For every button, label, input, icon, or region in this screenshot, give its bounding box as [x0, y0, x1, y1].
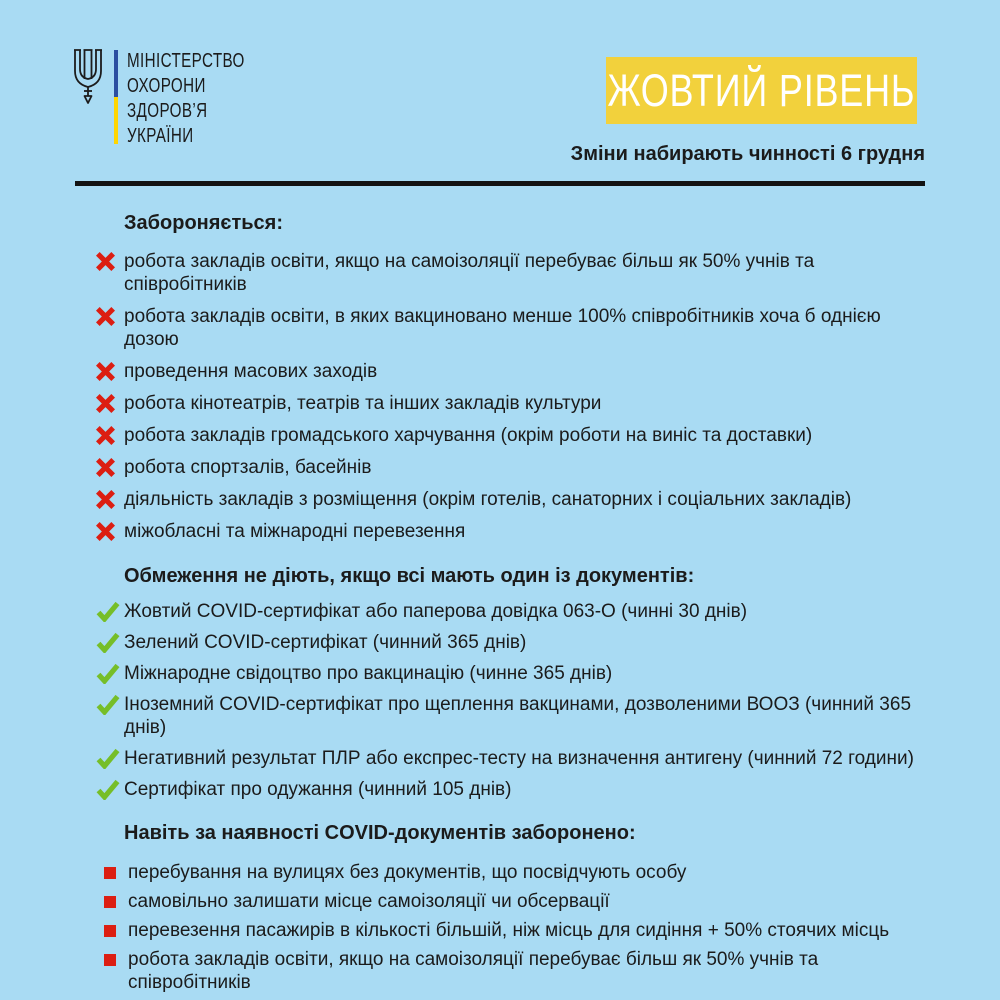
check-mark-icon [96, 747, 120, 769]
cross-mark-icon [96, 520, 116, 541]
section-always-prohibited-heading: Навіть за наявності COVID-документів заборонено: [124, 822, 636, 844]
red-square-icon [96, 890, 118, 908]
check-mark-icon [96, 778, 120, 800]
always-prohibited-list-item [96, 919, 942, 942]
level-badge [606, 57, 917, 124]
list-item-text: робота кінотеатрів, театрів та інших закладів культури [124, 393, 602, 414]
list-item-text: робота закладів освіти, якщо на самоізоляції перебуває більш як 50% учнів та співробітників [128, 949, 819, 993]
list-item-text: проведення масових заходів [124, 361, 378, 382]
list-item-text: Міжнародне свідоцтво про вакцинацію (чинне 365 днів) [124, 663, 613, 684]
exemptions-list-item [96, 600, 942, 623]
always-prohibited-list-item [96, 948, 942, 994]
list-item-text: діяльність закладів з розміщення (окрім готелів, санаторних і соціальних закладів) [124, 489, 852, 510]
list-item-text: Сертифікат про одужання (чинний 105 днів) [124, 779, 512, 800]
list-item-text: робота спортзалів, басейнів [124, 457, 372, 478]
ministry-logo [70, 48, 282, 149]
prohibited-list-item [96, 520, 942, 543]
check-mark-icon [96, 600, 120, 622]
list-item-text: робота закладів освіти, в яких вакциновано менше 100% співробітників хоча б однією дозою [124, 306, 881, 350]
check-mark-icon [96, 693, 120, 715]
trident-icon [70, 48, 106, 106]
prohibited-list-item [96, 305, 942, 351]
cross-mark-icon [96, 392, 116, 413]
exemptions-list [96, 600, 942, 801]
red-square-icon [96, 919, 118, 937]
list-item-text: перебування на вулицях без документів, що посвідчують особу [128, 862, 687, 883]
cross-mark-icon [96, 456, 116, 477]
section-exemptions-heading: Обмеження не діють, якщо всі мають один із документів: [124, 565, 695, 587]
divider-line [75, 181, 925, 186]
cross-mark-icon [96, 488, 116, 509]
content [96, 210, 942, 994]
red-square-icon [96, 861, 118, 879]
always-prohibited-list [96, 861, 942, 994]
exemptions-list-item [96, 747, 942, 770]
list-item-text: міжобласні та міжнародні перевезення [124, 521, 466, 542]
exemptions-list-item [96, 631, 942, 654]
section-exemptions [96, 565, 942, 801]
check-mark-icon [96, 662, 120, 684]
list-item-text: Негативний результат ПЛР або експрес-тесту на визначення антигену (чинний 72 години) [124, 748, 914, 769]
ministry-name-line: МІНІСТЕРСТВО [127, 50, 245, 72]
section-prohibited [96, 212, 942, 543]
exemptions-list-item [96, 662, 942, 685]
prohibited-list-item [96, 424, 942, 447]
exemptions-list-item [96, 693, 942, 739]
list-item-text: Зелений COVID-сертифікат (чинний 365 днів) [124, 632, 527, 653]
section-prohibited-heading: Забороняється: [124, 212, 283, 234]
prohibited-list-item [96, 488, 942, 511]
list-item-text: самовільно залишати місце самоізоляції чи обсервації [128, 891, 610, 912]
list-item-text: Іноземний COVID-сертифікат про щеплення вакцинами, дозволеними ВООЗ (чинний 365 днів) [124, 694, 912, 738]
list-item-text: перевезення пасажирів в кількості більшій, ніж місць для сидіння + 50% стоячих місць [128, 920, 890, 941]
prohibited-list-item [96, 250, 942, 296]
ministry-name-line: ОХОРОНИ [127, 75, 206, 97]
effective-date-text: Зміни набирають чинності 6 грудня [570, 143, 925, 165]
prohibited-list-item [96, 392, 942, 415]
list-item-text: Жовтий COVID-сертифікат або паперова довідка 063-О (чинні 30 днів) [124, 601, 748, 622]
ministry-name [127, 48, 282, 149]
prohibited-list [96, 250, 942, 543]
prohibited-list-item [96, 456, 942, 479]
cross-mark-icon [96, 250, 116, 271]
exemptions-list-item [96, 778, 942, 801]
cross-mark-icon [96, 305, 116, 326]
cross-mark-icon [96, 424, 116, 445]
level-badge-label: ЖОВТИЙ РІВЕНЬ [607, 64, 916, 116]
list-item-text: робота закладів освіти, якщо на самоізоляції перебуває більш як 50% учнів та співробітників [124, 251, 815, 295]
section-always-prohibited [96, 822, 942, 994]
always-prohibited-list-item [96, 861, 942, 884]
ministry-name-line: УКРАЇНИ [127, 125, 194, 147]
flag-bar [114, 50, 118, 144]
cross-mark-icon [96, 360, 116, 381]
ministry-name-line: ЗДОРОВ’Я [127, 100, 208, 122]
list-item-text: робота закладів громадського харчування (окрім роботи на виніс та доставки) [124, 425, 813, 446]
always-prohibited-list-item [96, 890, 942, 913]
red-square-icon [96, 948, 118, 966]
prohibited-list-item [96, 360, 942, 383]
check-mark-icon [96, 631, 120, 653]
